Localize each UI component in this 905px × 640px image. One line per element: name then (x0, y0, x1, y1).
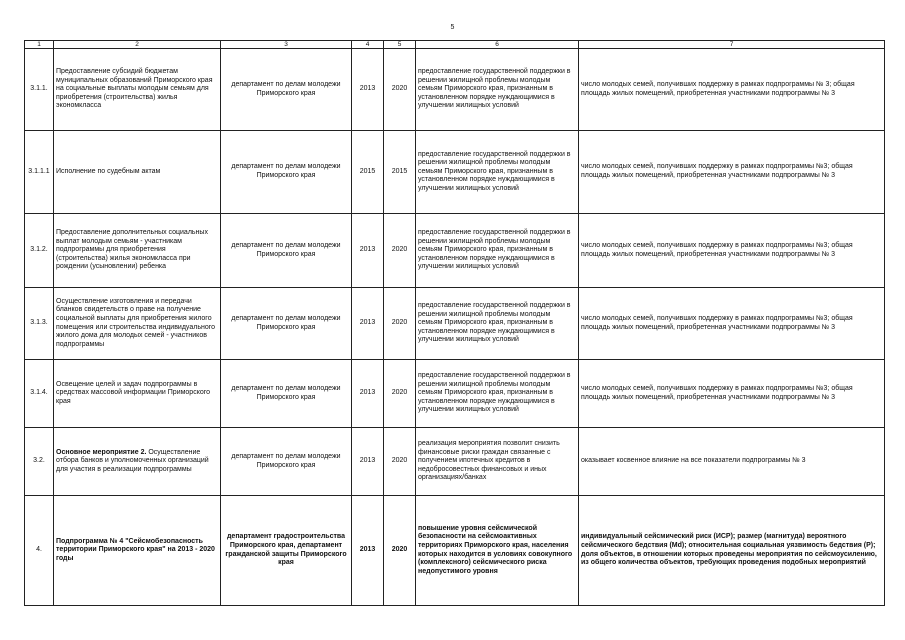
executor: департамент градостроительства Приморского края, департамент гражданской защиты Приморского края (221, 496, 352, 606)
indicator: число молодых семей, получивших поддержку в рамках подпрограммы №3; общая площадь жилых помещений, приобретенная участниками подпрограммы № 3 (579, 360, 885, 428)
executor: департамент по делам молодежи Приморского края (221, 49, 352, 131)
end-year: 2020 (384, 49, 416, 131)
table-row (25, 360, 885, 428)
indicator: индивидуальный сейсмический риск (ИСР); размер (магнитуда) вероятного сейсмического бедствия (Md); относительная социальная уязвимость бедствия (Р); доля объектов, в отношении которых проведены мероприятия по сейсмоусилению, из общего количества объектов, требующих проведения подобных мероприятий (579, 496, 885, 606)
start-year: 2013 (352, 428, 384, 496)
expected-result: предоставление государственной поддержки в решении жилищной проблемы молодым семьям Приморского края, признанным в установленном порядке нуждающимися в улучшении жилищных условий (416, 49, 579, 131)
row-number: 3.1.4. (25, 360, 54, 428)
end-year: 2020 (384, 496, 416, 606)
expected-result: предоставление государственной поддержки в решении жилищной проблемы молодым семьям Приморского края, признанным в установленном порядке нуждающимися в улучшении жилищных условий (416, 131, 579, 214)
start-year: 2013 (352, 49, 384, 131)
table-row (25, 49, 885, 131)
row-number: 3.2. (25, 428, 54, 496)
executor: департамент по делам молодежи Приморского края (221, 131, 352, 214)
row-number: 3.1.1.1 (25, 131, 54, 214)
row-number: 3.1.2. (25, 214, 54, 288)
start-year: 2013 (352, 214, 384, 288)
header-cell: 4 (352, 41, 384, 49)
executor: департамент по делам молодежи Приморского края (221, 288, 352, 360)
activity-title: Освещение целей и задач подпрограммы в средствах массовой информации Приморского края (54, 360, 221, 428)
header-cell: 2 (54, 41, 221, 49)
indicator: число молодых семей, получивших поддержку в рамках подпрограммы № 3; общая площадь жилых помещений, приобретенная участниками подпрограммы № 3 (579, 49, 885, 131)
activity-title-text: Осуществление отбора банков и уполномоченных организаций для участия в реализации подпрограммы (56, 448, 209, 473)
row-number: 4. (25, 496, 54, 606)
header-cell: 6 (416, 41, 579, 49)
end-year: 2020 (384, 288, 416, 360)
activity-title: Предоставление дополнительных социальных выплат молодым семьям - участникам подпрограммы для приобретения (строительства) жилья экономкласса при рождении (усыновлении) ребенка (54, 214, 221, 288)
expected-result: предоставление государственной поддержки в решении жилищной проблемы молодым семьям Приморского края, признанным в установленном порядке нуждающимися в улучшении жилищных условий (416, 360, 579, 428)
expected-result: предоставление государственной поддержки в решении жилищной проблемы молодым семьям Приморского края, признанным в установленном порядке нуждающимися в улучшении жилищных условий (416, 288, 579, 360)
end-year: 2020 (384, 360, 416, 428)
indicator: число молодых семей, получивших поддержку в рамках подпрограммы №3; общая площадь жилых помещений, приобретенная участниками подпрограммы № 3 (579, 288, 885, 360)
indicator: оказывает косвенное влияние на все показатели подпрограммы № 3 (579, 428, 885, 496)
start-year: 2015 (352, 131, 384, 214)
table-row (25, 496, 885, 606)
activity-title: Осуществление изготовления и передачи бланков свидетельств о праве на получение социальной выплаты для приобретения жилого помещения или строительства индивидуального жилого дома для молодых семей - участников подпрограммы (54, 288, 221, 360)
page-number: 5 (450, 24, 455, 31)
row-number: 3.1.1. (25, 49, 54, 131)
start-year: 2013 (352, 288, 384, 360)
row-number: 3.1.3. (25, 288, 54, 360)
header-cell: 3 (221, 41, 352, 49)
end-year: 2020 (384, 214, 416, 288)
executor: департамент по делам молодежи Приморского края (221, 360, 352, 428)
activity-title: Предоставление субсидий бюджетам муниципальных образований Приморского края на социальные выплаты молодым семьям для приобретения (строительства) жилья экономкласса (54, 49, 221, 131)
table-row (25, 288, 885, 360)
activities-table (24, 40, 885, 606)
table-header-row (25, 41, 885, 49)
indicator: число молодых семей, получивших поддержку в рамках подпрограммы №3; общая площадь жилых помещений, приобретенная участниками подпрограммы № 3 (579, 214, 885, 288)
header-cell: 5 (384, 41, 416, 49)
expected-result: повышение уровня сейсмической безопасности на сейсмоактивных территориях Приморского края, населения которых находится в условиях совокупного (комплексного) сейсмического риска недопустимого уровня (416, 496, 579, 606)
start-year: 2013 (352, 360, 384, 428)
expected-result: предоставление государственной поддержки в решении жилищной проблемы молодым семьям Приморского края, признанным в установленном порядке нуждающимися в улучшении жилищных условий (416, 214, 579, 288)
indicator: число молодых семей, получивших поддержку в рамках подпрограммы №3; общая площадь жилых помещений, приобретенная участниками подпрограммы № 3 (579, 131, 885, 214)
header-cell: 7 (579, 41, 885, 49)
end-year: 2020 (384, 428, 416, 496)
table-row (25, 131, 885, 214)
executor: департамент по делам молодежи Приморского края (221, 214, 352, 288)
start-year: 2013 (352, 496, 384, 606)
subprogram-title: Подпрограмма № 4 "Сейсмобезопасность территории Приморского края" на 2013 - 2020 годы (54, 496, 221, 606)
activity-title (54, 428, 221, 496)
executor: департамент по делам молодежи Приморского края (221, 428, 352, 496)
activity-title: Исполнение по судебным актам (54, 131, 221, 214)
expected-result: реализация мероприятия позволит снизить финансовые риски граждан связанные с получением ипотечных кредитов в недобросовестных финансовых и иных организациях/банках (416, 428, 579, 496)
table-row (25, 214, 885, 288)
table-row (25, 428, 885, 496)
end-year: 2015 (384, 131, 416, 214)
header-cell: 1 (25, 41, 54, 49)
main-activity-label: Основное мероприятие 2. (56, 448, 147, 456)
